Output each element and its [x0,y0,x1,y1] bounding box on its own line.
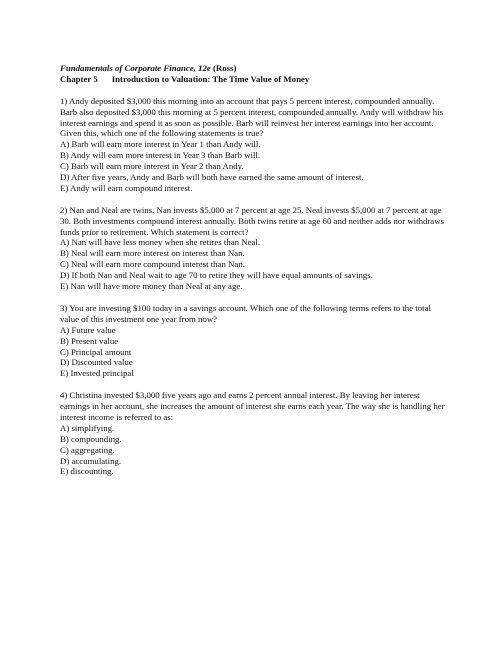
chapter-heading [60,74,450,85]
answer-option-b: B) Andy will earn more interest in Year 3 than Barb will. [60,150,261,161]
answer-option-e: E) Andy will earn compound interest. [60,182,193,193]
answer-options [60,423,450,478]
answer-options [60,139,450,194]
chapter-title: Introduction to Valuation: The Time Value of Money [111,73,310,84]
question-2 [60,205,450,292]
answer-option-a: A) simplifying. [60,422,115,433]
answer-option-d: D) After five years, Andy and Barb will both have earned the same amount of interest. [60,172,364,183]
answer-options [60,237,450,292]
answer-option-c: C) aggregating. [60,444,115,455]
answer-option-a: A) Barb will earn more interest in Year 1 than Andy will. [60,139,261,150]
answer-options [60,325,450,380]
answer-option-c: C) Principal amount [60,346,132,357]
chapter-number: Chapter 5 [60,73,98,84]
answer-option-d: D) If both Nan and Neal wait to age 70 to retire they will have equal amounts of savings. [60,270,373,281]
answer-option-e: E) Nan will have more money than Neal at any age. [60,281,243,292]
answer-option-a: A) Future value [60,324,116,335]
question-4 [60,390,450,477]
document-page [60,63,450,477]
answer-option-e: E) Invested principal [60,368,134,379]
answer-option-c: C) Neal will earn more compound interest than Nan. [60,259,245,270]
answer-option-d: D) accumulating. [60,455,122,466]
answer-option-b: B) Present value [60,335,119,346]
book-author: (Ross) [213,63,237,73]
book-title-text: Fundamentals of Corporate Finance, 12e [60,63,211,73]
answer-option-b: B) compounding. [60,433,122,444]
question-stem: 4) Christina invested $3,000 five years ago and earns 2 percent annual interest. By leaving her interest earnings in her account, she increases the amount of interest she earns each year. The way she is handling her interest income is referred to as: [60,390,445,422]
question-stem: 2) Nan and Neal are twins. Nan invests $5,000 at 7 percent at age 25. Neal invests $5,000 at 7 percent at age 30. Both investments compound interest annually. Both twins retire at age 60 and neither adds nor withdraws funds prior to retirement. Which statement is correct? [60,204,444,237]
question-1 [60,96,450,194]
question-3 [60,303,450,379]
answer-option-d: D) Discounted value [60,357,133,368]
answer-option-e: E) discounting. [60,466,114,477]
question-stem: 1) Andy deposited $3,000 this morning into an account that pays 5 percent interest, compounded annually. Barb also deposited $3,000 this morning at 5 percent interest, compounded annually. Andy will withdraw his interest earnings and spend it as soon as possible. Barb will reinvest her interest earnings into her account. Given this, which one of the following statements is true? [60,95,444,139]
answer-option-a: A) Nan will have less money when she retires than Neal. [60,237,261,248]
answer-option-c: C) Barb will earn more interest in Year 2 than Andy. [60,161,244,172]
answer-option-b: B) Neal will earn more interest on interest than Nan. [60,248,245,259]
book-title [60,63,450,74]
question-stem: 3) You are investing $100 today in a savings account. Which one of the following terms refers to the total value of this investment one year from now? [60,302,431,324]
